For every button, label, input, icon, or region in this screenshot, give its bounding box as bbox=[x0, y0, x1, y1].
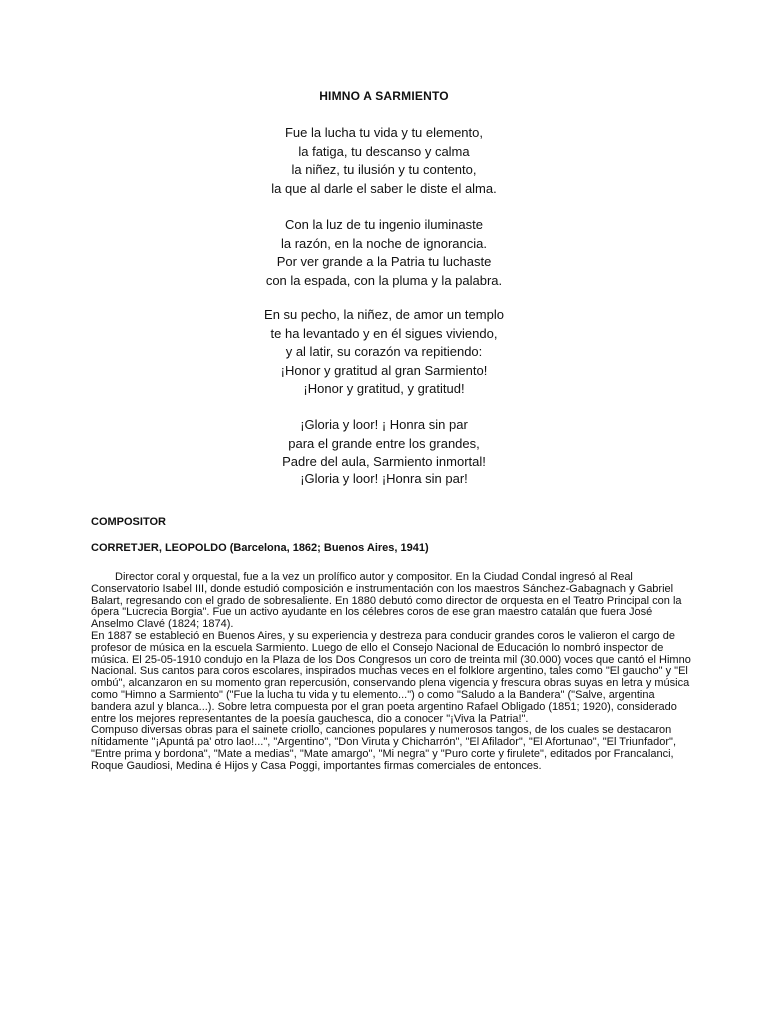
verse-line: Padre del aula, Sarmiento inmortal! bbox=[282, 454, 486, 469]
verse-line: para el grande entre los grandes, bbox=[288, 435, 480, 451]
verse-line: ¡Gloria y loor! ¡ Honra sin par bbox=[300, 417, 468, 432]
verse-line: y al latir, su corazón va repitiendo: bbox=[285, 344, 483, 359]
stanza-2 bbox=[0, 216, 768, 290]
stanza-4 bbox=[0, 416, 768, 486]
verse-line: En su pecho, la niñez, de amor un templo bbox=[264, 307, 504, 322]
verse-line: Fue la lucha tu vida y tu elemento, bbox=[284, 125, 483, 140]
verse-line: ¡Honor y gratitud, y gratitud! bbox=[303, 381, 465, 396]
verse-line: Por ver grande a la Patria tu luchaste bbox=[276, 254, 492, 269]
verse-line: ¡Honor y gratitud al gran Sarmiento! bbox=[280, 362, 488, 378]
bio-paragraph: En 1887 se estableció en Buenos Aires, y su experiencia y destreza para conducir grandes coros le valieron el cargo de profesor de música en la escuela Sarmiento. Luego de ello el Consejo Nacional de Educación lo nombró inspector de música. El 25-05-1910 condujo en la Plaza de los Dos Congresos un coro de treinta mil (30.000) voces que cantó el Himno Nacional. Sus cantos para coros escolares, inspirados muchas veces en el folklore argentino, tales como "El gaucho" y "El ombú", alcanzaron en su momento gran repercusión, conservando plena vigencia y frescura obras suyas en letra y música como "Himno a Sarmiento" ("Fue la lucha tu vida y tu elemento...") o como "Saludo a la Bandera" ("Salve, argentina bandera azul y blanca...). Sobre letra compuesta por el gran poeta argentino Rafael Obligado (1851; 1920), considerado entre los mejores representantes de la poesía gauchesca, dio a conocer "¡Viva la Patria!". bbox=[91, 629, 691, 725]
verse-line: la niñez, tu ilusión y tu contento, bbox=[291, 162, 477, 177]
verse-line: la fatiga, tu descanso y calma bbox=[298, 143, 470, 159]
section-heading: COMPOSITOR bbox=[91, 516, 166, 528]
hymn-title: HIMNO A SARMIENTO bbox=[319, 89, 449, 103]
verse-line: la que al darle el saber le diste el alma. bbox=[271, 180, 497, 196]
composer-biography bbox=[91, 572, 691, 773]
verse-line: ¡Gloria y loor! ¡Honra sin par! bbox=[300, 470, 468, 486]
stanza-1 bbox=[0, 124, 768, 198]
verse-line: Con la luz de tu ingenio iluminaste bbox=[284, 217, 483, 232]
verse-line: la razón, en la noche de ignorancia. bbox=[281, 235, 487, 251]
composer-heading: CORRETJER, LEOPOLDO (Barcelona, 1862; Buenos Aires, 1941) bbox=[91, 542, 429, 554]
verse-line: con la espada, con la pluma y la palabra. bbox=[265, 272, 503, 288]
bio-paragraph: Compuso diversas obras para el sainete criollo, canciones populares y numerosos tangos, de los cuales se destacaron nítidamente "¡Apuntá pa' otro lao!...", "Argentino", "Don Viruta y Chicharrón", "El Afilador", "El Afortunao", "El Triunfador", "Entre prima y bordona", "Mate a medias", "Mate amargo", "Mi negra" y "Puro corte y firulete", editados por Francalanci, Roque Gaudiosi, Medina é Hijos y Casa Poggi, importantes firmas comerciales de entonces. bbox=[91, 724, 676, 772]
verse-line: te ha levantado y en él sigues viviendo, bbox=[270, 325, 498, 341]
bio-paragraph: Director coral y orquestal, fue a la vez un prolífico autor y compositor. En la Ciudad Condal ingresó al Real Conservatorio Isabel III, donde estudió composición e instrumentación con los maestros Sánchez-Gabagnach y Gabriel Balart, regresando con el grado de sobresaliente. En 1880 debutó como director de orquesta en el Teatro Principal con la ópera "Lucrecia Borgia". Fue un activo ayudante en los célebres coros de ese gran maestro catalán que fuera José Anselmo Clavé (1824; 1874). bbox=[91, 571, 682, 631]
stanza-3 bbox=[0, 306, 768, 399]
